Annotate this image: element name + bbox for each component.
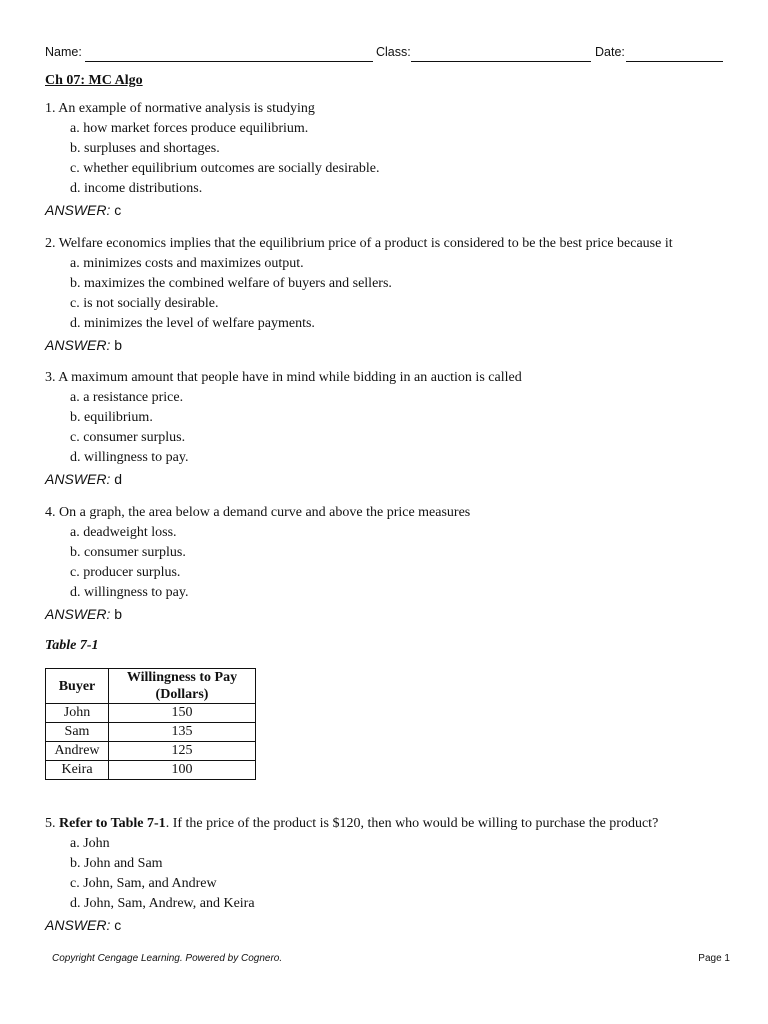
question-5 (45, 815, 735, 935)
answer-line (45, 915, 735, 935)
value-cell: 135 (109, 723, 256, 742)
answer-label: ANSWER: (45, 337, 111, 353)
name-label: Name: (45, 45, 82, 59)
header-willingness (109, 669, 256, 704)
header-buyer: Buyer (46, 669, 109, 704)
answer-value: c (114, 202, 122, 218)
question-text: . If the price of the product is $120, then who would be willing to purchase the product? (165, 816, 659, 831)
question-stem (45, 815, 735, 835)
answer-label: ANSWER: (45, 606, 111, 622)
question-1 (45, 100, 735, 220)
answer-value: d (114, 471, 123, 487)
option-b: b. John and Sam (70, 856, 163, 871)
option-b: b. consumer surplus. (70, 545, 186, 560)
answer-value: c (114, 917, 122, 933)
option-b: b. surpluses and shortages. (70, 141, 220, 156)
buyer-cell: Sam (46, 723, 109, 742)
value-cell: 125 (109, 742, 256, 761)
question-3 (45, 369, 735, 489)
value-cell: 100 (109, 761, 256, 780)
buyer-cell: John (46, 704, 109, 723)
buyer-cell: Andrew (46, 742, 109, 761)
page-number: Page 1 (698, 953, 730, 964)
question-4 (45, 504, 735, 624)
answer-line (45, 469, 735, 489)
table-reference: Refer to Table 7-1 (59, 816, 166, 831)
header-willingness-line2: (Dollars) (155, 687, 209, 702)
name-blank-line (85, 61, 373, 62)
answer-value: b (114, 337, 123, 353)
willingness-table (45, 668, 256, 780)
date-blank-line (626, 61, 723, 62)
option-c: c. consumer surplus. (70, 430, 186, 445)
date-label: Date: (595, 45, 625, 59)
answer-label: ANSWER: (45, 917, 111, 933)
table-row (46, 723, 256, 742)
option-c: c. is not socially desirable. (70, 296, 219, 311)
table-caption: Table 7-1 (45, 638, 99, 653)
option-a: a. deadweight loss. (70, 525, 177, 540)
table-row (46, 761, 256, 780)
question-stem: 3. A maximum amount that people have in mind while bidding in an auction is called (45, 370, 522, 385)
question-number: 5. (45, 816, 59, 831)
option-b: b. maximizes the combined welfare of buyers and sellers. (70, 276, 392, 291)
answer-label: ANSWER: (45, 471, 111, 487)
answer-value: b (114, 606, 123, 622)
option-c: c. producer surplus. (70, 565, 181, 580)
option-c: c. John, Sam, and Andrew (70, 876, 217, 891)
table-row (46, 704, 256, 723)
option-d: d. John, Sam, Andrew, and Keira (70, 896, 255, 911)
answer-line (45, 335, 735, 355)
option-a: a. a resistance price. (70, 390, 184, 405)
option-c: c. whether equilibrium outcomes are socially desirable. (70, 161, 380, 176)
question-stem: 2. Welfare economics implies that the equilibrium price of a product is considered to be the best price because it (45, 236, 673, 251)
page-title: Ch 07: MC Algo (45, 73, 143, 88)
question-stem: 1. An example of normative analysis is studying (45, 101, 315, 116)
question-stem: 4. On a graph, the area below a demand curve and above the price measures (45, 505, 471, 520)
table-header-row (46, 669, 256, 704)
question-2 (45, 235, 735, 355)
buyer-cell: Keira (46, 761, 109, 780)
option-b: b. equilibrium. (70, 410, 153, 425)
class-blank-line (411, 61, 591, 62)
option-a: a. how market forces produce equilibrium. (70, 121, 309, 136)
value-cell: 150 (109, 704, 256, 723)
option-d: d. minimizes the level of welfare payments. (70, 316, 315, 331)
footer-copyright: Copyright Cengage Learning. Powered by Cognero. (52, 953, 283, 964)
option-a: a. John (70, 836, 110, 851)
option-d: d. willingness to pay. (70, 450, 189, 465)
table-row (46, 742, 256, 761)
option-d: d. willingness to pay. (70, 585, 189, 600)
option-a: a. minimizes costs and maximizes output. (70, 256, 304, 271)
header-willingness-line1: Willingness to Pay (126, 670, 238, 685)
answer-label: ANSWER: (45, 202, 111, 218)
answer-line (45, 200, 735, 220)
class-label: Class: (376, 45, 411, 59)
answer-line (45, 604, 735, 624)
option-d: d. income distributions. (70, 181, 203, 196)
header-fields (45, 45, 725, 65)
